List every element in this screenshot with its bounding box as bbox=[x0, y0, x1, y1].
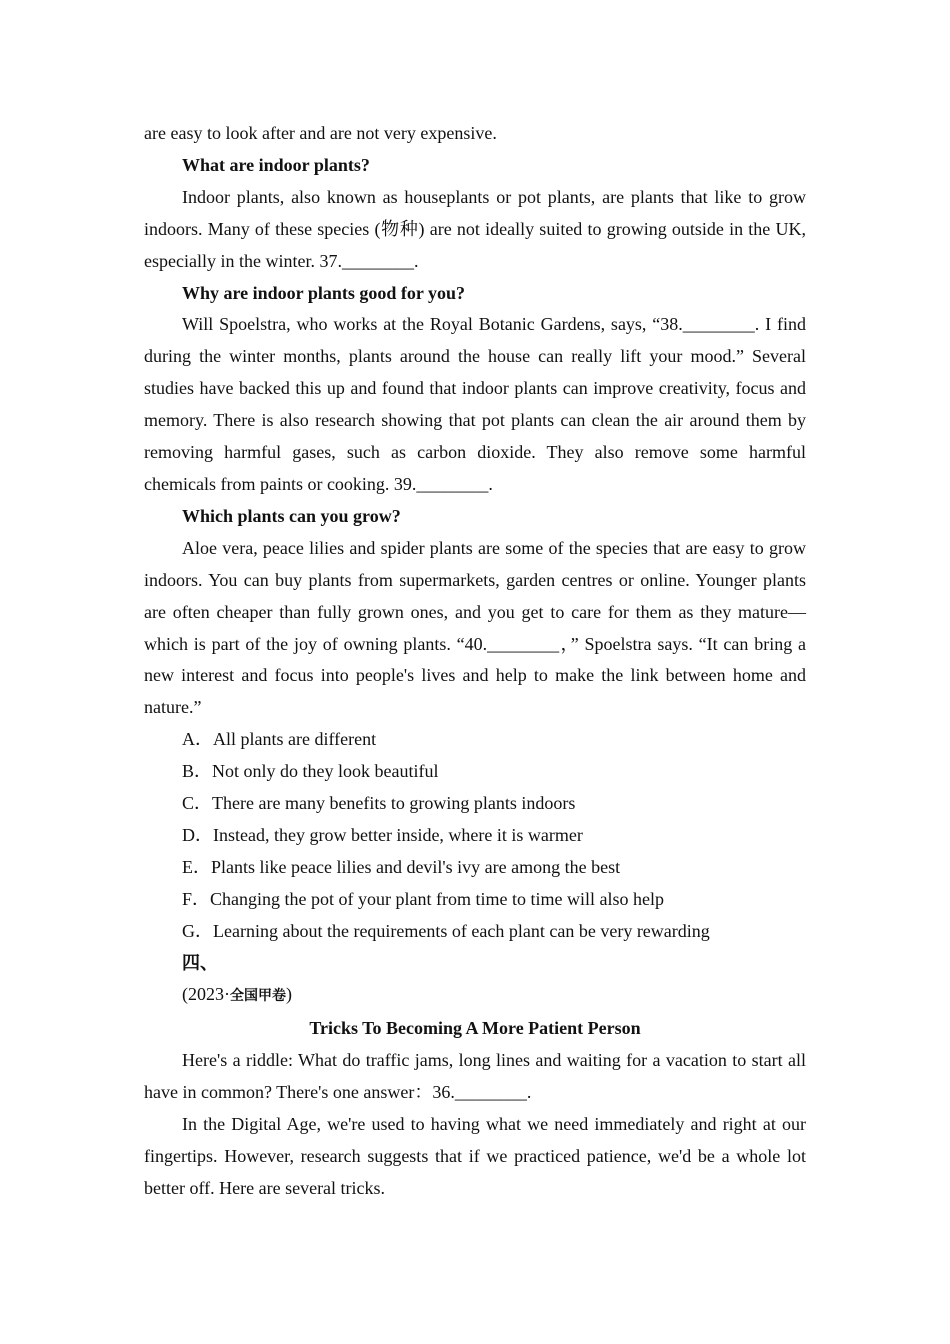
option-g bbox=[144, 916, 806, 948]
options-list bbox=[144, 724, 806, 947]
option-letter: C． bbox=[182, 793, 213, 814]
option-c bbox=[144, 788, 806, 820]
option-letter: A． bbox=[182, 729, 213, 750]
source-name: 全国甲卷 bbox=[230, 988, 286, 1005]
option-text: Changing the pot of your plant from time to time will also help bbox=[210, 888, 664, 909]
source-open: (2023· bbox=[182, 984, 230, 1005]
paragraph-indoor-plants-definition: Indoor plants, also known as houseplants or pot plants, are plants that like to grow indoors. Many of these species (物种) are not ideally suited to growing outside in the UK, especially in the winter. 37.________. bbox=[144, 186, 806, 271]
option-letter: D． bbox=[182, 824, 213, 845]
option-f bbox=[144, 884, 806, 916]
option-b bbox=[144, 756, 806, 788]
paragraph-riddle: Here's a riddle: What do traffic jams, long lines and waiting for a vacation to start all have in common? There's one answer：36.________. bbox=[144, 1050, 806, 1103]
heading-which-plants: Which plants can you grow? bbox=[182, 505, 401, 526]
passage-title: Tricks To Becoming A More Patient Person bbox=[309, 1018, 641, 1039]
option-a bbox=[144, 724, 806, 756]
paragraph-which-plants: Aloe vera, peace lilies and spider plants are some of the species that are easy to grow indoors. You can buy plants from supermarkets, garden centres or online. Younger plants are often cheaper than fully grown ones, and you get to care for them as they mature—which is part of the joy of owning plants. “40.________，” Spoelstra says. “It can bring a new interest and focus into people's lives and help to make the link between home and nature.” bbox=[144, 537, 806, 718]
option-text: Plants like peace lilies and devil's ivy are among the best bbox=[211, 856, 621, 877]
option-letter: G． bbox=[182, 920, 213, 941]
option-text: There are many benefits to growing plants indoors bbox=[212, 793, 576, 814]
option-letter: B． bbox=[182, 761, 213, 782]
option-e bbox=[144, 852, 806, 884]
document-page bbox=[144, 118, 806, 1205]
paragraph-benefits: Will Spoelstra, who works at the Royal Botanic Gardens, says, “38.________. I find during the winter months, plants around the house can really lift your mood.” Several studies have backed this up and found that indoor plants can improve creativity, focus and memory. There is also research showing that pot plants can clean the air around them by removing harmful gases, such as carbon dioxide. They also remove some harmful chemicals from paints or cooking. 39.________. bbox=[144, 314, 806, 494]
option-text: Learning about the requirements of each plant can be very rewarding bbox=[213, 920, 710, 941]
source-close: ) bbox=[286, 984, 292, 1005]
heading-why-good-for-you: Why are indoor plants good for you? bbox=[182, 282, 466, 303]
option-text: Instead, they grow better inside, where it is warmer bbox=[213, 824, 583, 845]
option-d bbox=[144, 820, 806, 852]
source-label bbox=[144, 979, 806, 1013]
heading-what-are-indoor-plants: What are indoor plants? bbox=[182, 154, 370, 175]
option-text: Not only do they look beautiful bbox=[212, 761, 439, 782]
option-text: All plants are different bbox=[213, 729, 377, 750]
intro-tail-paragraph: are easy to look after and are not very expensive. bbox=[144, 123, 497, 143]
paragraph-digital-age: In the Digital Age, we're used to having what we need immediately and right at our fingertips. However, research suggests that if we practiced patience, we'd be a whole lot better off. Here are several tricks. bbox=[144, 1114, 806, 1198]
option-letter: E． bbox=[182, 856, 211, 877]
option-letter: F． bbox=[182, 888, 211, 909]
section-number: 四、 bbox=[182, 952, 218, 973]
